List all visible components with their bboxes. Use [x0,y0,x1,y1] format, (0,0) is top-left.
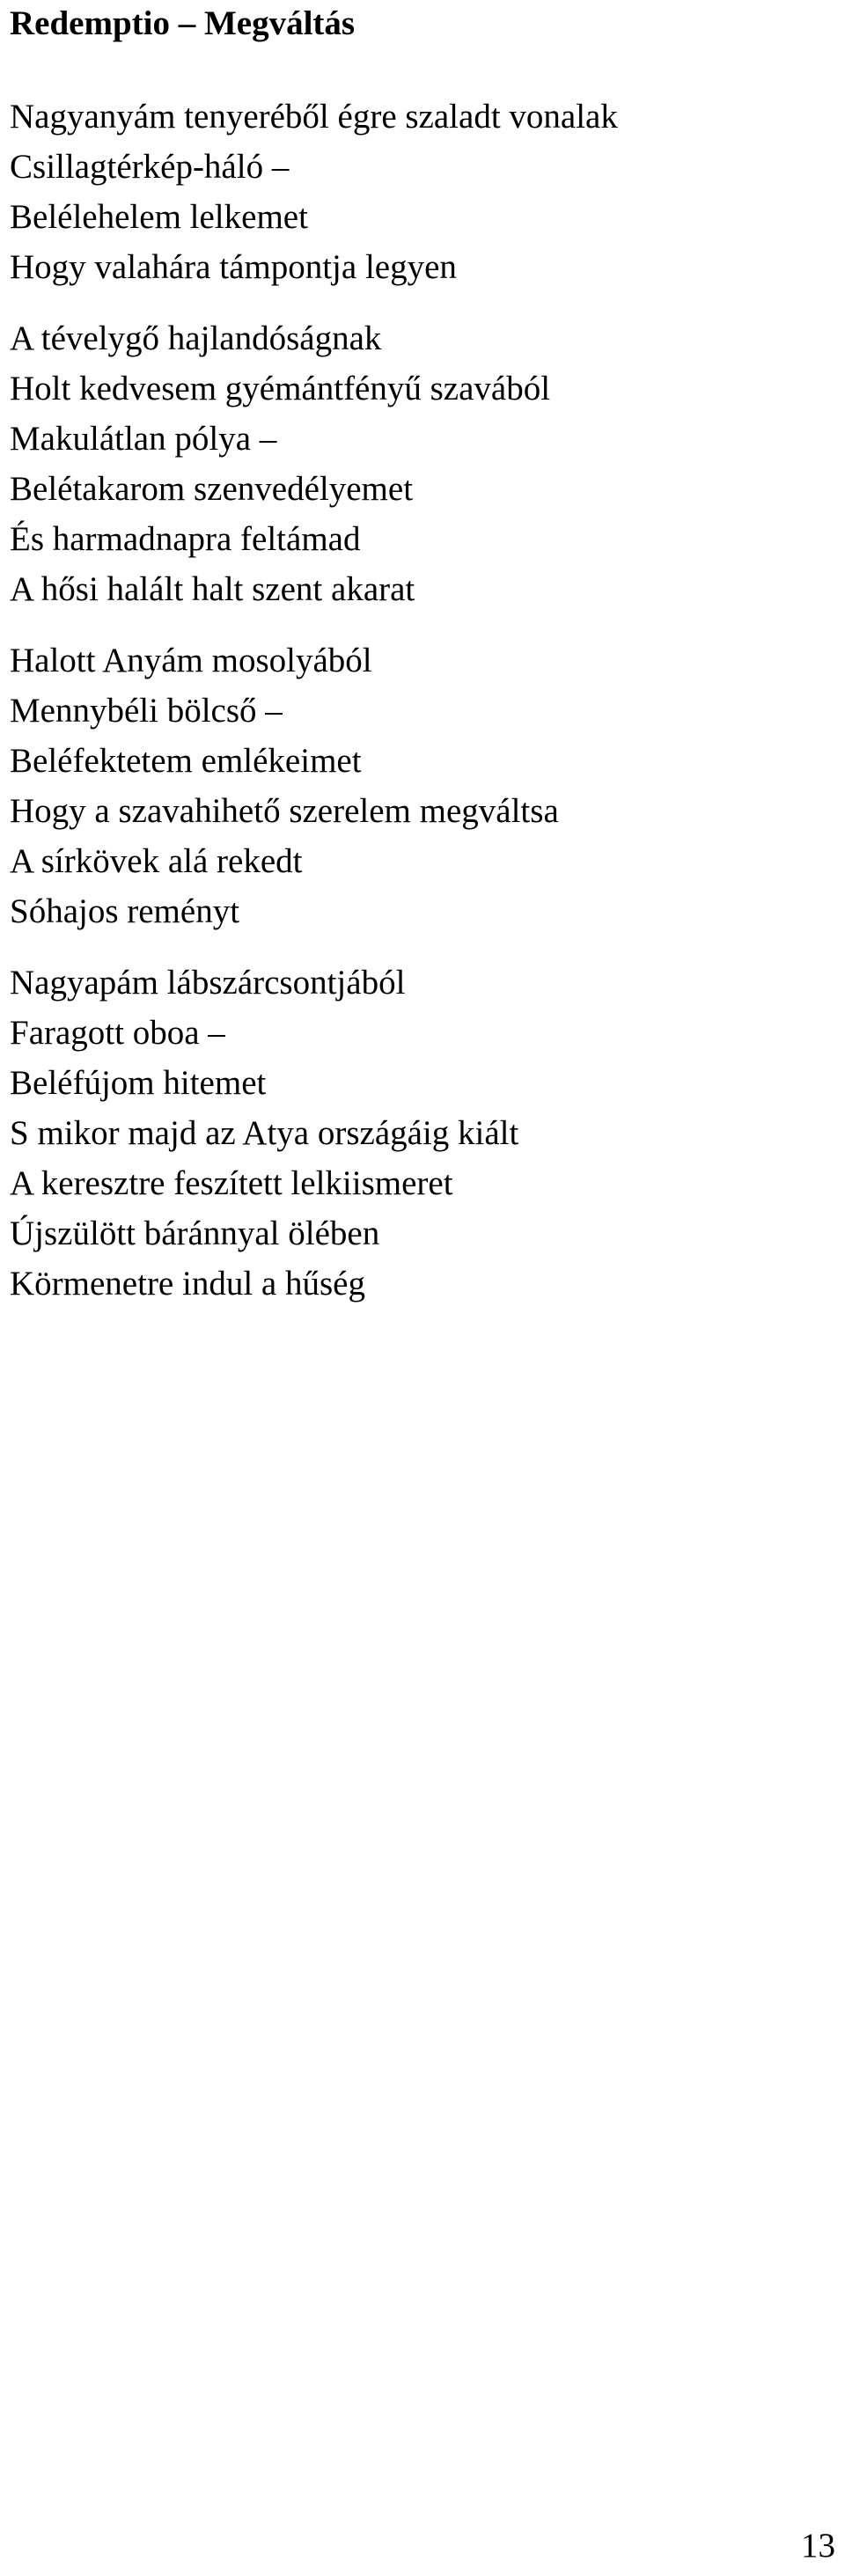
stanza-1 [10,92,837,292]
poem-line: A tévelygő hajlandóságnak [10,319,382,357]
stanza-3 [10,635,837,936]
page-number: 13 [801,2527,835,2565]
poem-line: A hősi halált halt szent akarat [10,570,415,608]
poem-line: És harmadnapra feltámad [10,520,361,558]
poem-line: A sírkövek alá rekedt [10,842,303,880]
poem-line: Beléfektetem emlékeimet [10,742,362,780]
poem-title: Redemptio – Megváltás [10,4,356,42]
poem-line: Faragott oboa – [10,1014,225,1052]
poem-line: Belétakarom szenvedélyemet [10,470,414,508]
poem-line: Holt kedvesem gyémántfényű szavából [10,370,551,407]
poem-line: Hogy a szavahihető szerelem megváltsa [10,792,559,830]
poem-line: Halott Anyám mosolyából [10,642,372,679]
poem-line: Hogy valahára támpontja legyen [10,248,457,286]
poem-body [10,92,837,1330]
poem-line: Makulátlan pólya – [10,420,277,458]
poem-line: Beléfújom hitemet [10,1064,267,1102]
poem-line: A keresztre feszített lelkiismeret [10,1164,453,1202]
poem-line: S mikor majd az Atya országáig kiált [10,1114,519,1152]
poem-line: Nagyapám lábszárcsontjából [10,964,406,1002]
poem-line: Körmenetre indul a hűség [10,1265,365,1303]
poem-line: Mennybéli bölcső – [10,692,283,730]
stanza-2 [10,313,837,614]
poem-line: Csillagtérkép-háló – [10,148,290,186]
poem-line: Újszülött báránnyal ölében [10,1215,380,1252]
stanza-4 [10,958,837,1309]
poem-line: Sóhajos reményt [10,892,240,930]
poem-line: Belélehelem lelkemet [10,198,308,236]
poem-line: Nagyanyám tenyeréből égre szaladt vonalak [10,98,618,136]
